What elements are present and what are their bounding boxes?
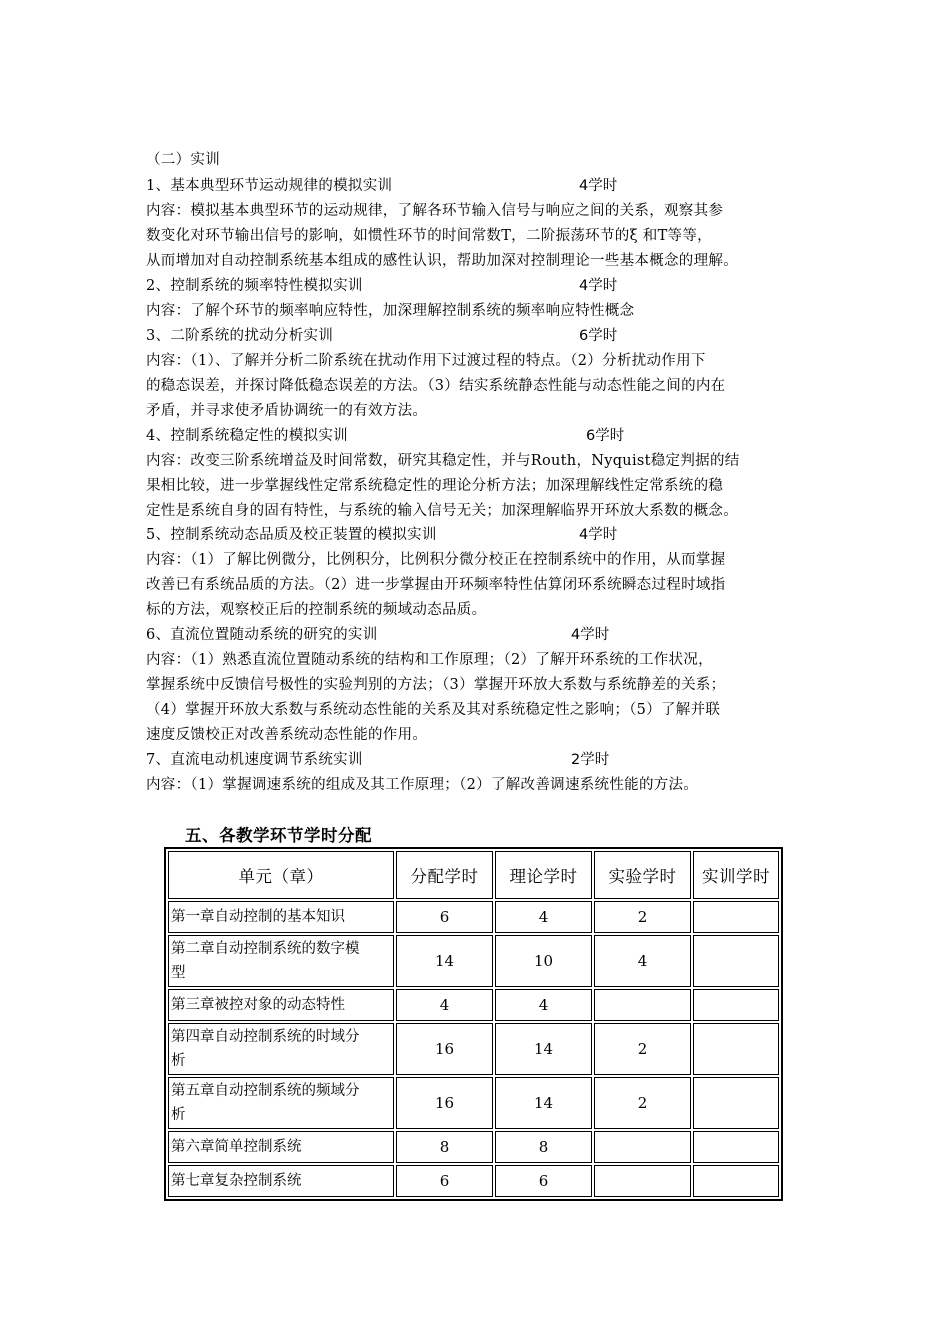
- training-item-content: 内容：（1）熟悉直流位置随动系统的结构和工作原理；（2）了解开环系统的工作状况，: [146, 652, 713, 668]
- table-row: [168, 1131, 779, 1163]
- header-theory: 理论学时: [495, 851, 592, 899]
- training-heading: （二）实训: [146, 152, 220, 168]
- training-item-content: 数变化对环节输出信号的影响，如惯性环节的时间常数T，二阶振荡环节的ξ 和T等等，: [146, 228, 712, 244]
- unit-name: 第六章简单控制系统: [168, 1131, 394, 1163]
- training-item-content: 掌握系统中反馈信号极性的实验判别的方法；（3）掌握开环放大系数与系统静差的关系；: [146, 677, 726, 693]
- training-item-title: 3、二阶系统的扰动分析实训: [146, 328, 334, 344]
- training-item-content: 内容：模拟基本典型环节的运动规律，了解各环节输入信号与响应之间的关系，观察其参: [146, 203, 724, 219]
- lab-hours: 2: [594, 1023, 691, 1075]
- unit-name: 第一章自动控制的基本知识: [168, 901, 394, 933]
- allocated-hours: 16: [396, 1077, 493, 1129]
- header-unit: 单元（章）: [168, 851, 394, 899]
- training-item-title: 7、直流电动机速度调节系统实训: [146, 752, 363, 768]
- header-allocated: 分配学时: [396, 851, 493, 899]
- training-item-title: 4、控制系统稳定性的模拟实训: [146, 428, 348, 444]
- training-item-content: 标的方法，观察校正后的控制系统的频域动态品质。: [146, 602, 487, 618]
- training-item-content: 内容：（1）、了解并分析二阶系统在扰动作用下过渡过程的特点。（2）分析扰动作用下: [146, 353, 706, 369]
- training-item-content: 定性是系统自身的固有特性，与系统的输入信号无关；加深理解临界开环放大系数的概念。: [146, 503, 738, 519]
- lab-hours: 4: [594, 935, 691, 987]
- training-hours: [693, 901, 779, 933]
- lab-hours: [594, 989, 691, 1021]
- lab-hours: [594, 1131, 691, 1163]
- header-training: 实训学时: [693, 851, 779, 899]
- unit-name: 第七章复杂控制系统: [168, 1165, 394, 1197]
- training-item-content: 速度反馈校正对改善系统动态性能的作用。: [146, 727, 428, 743]
- unit-name: 第四章自动控制系统的时域分 析: [168, 1023, 394, 1075]
- training-item-content: （4）掌握开环放大系数与系统动态性能的关系及其对系统稳定性之影响；（5）了解并联: [146, 702, 721, 718]
- training-hours: [693, 1023, 779, 1075]
- theory-hours: 14: [495, 1077, 592, 1129]
- table-row: [168, 901, 779, 933]
- lab-hours: 2: [594, 901, 691, 933]
- table-row: [168, 1023, 779, 1075]
- training-item-title: 5、控制系统动态品质及校正装置的模拟实训: [146, 527, 437, 543]
- unit-name: 第五章自动控制系统的频域分 析: [168, 1077, 394, 1129]
- allocated-hours: 6: [396, 1165, 493, 1197]
- training-item-content: 内容：了解个环节的频率响应特性，加深理解控制系统的频率响应特性概念: [146, 303, 635, 319]
- table-row: [168, 1077, 779, 1129]
- table-header-row: [168, 851, 779, 899]
- training-item-title: 2、控制系统的频率特性模拟实训: [146, 278, 363, 294]
- training-item-hours: 4学时: [579, 178, 618, 194]
- training-item-hours: 4学时: [579, 278, 618, 294]
- table-row: [168, 989, 779, 1021]
- hours-allocation-table: [164, 847, 783, 1201]
- training-item-content: 矛盾，并寻求使矛盾协调统一的有效方法。: [146, 403, 428, 419]
- training-hours: [693, 935, 779, 987]
- unit-name: 第三章被控对象的动态特性: [168, 989, 394, 1021]
- training-item-hours: 4学时: [579, 527, 618, 543]
- allocated-hours: 6: [396, 901, 493, 933]
- table-row: [168, 935, 779, 987]
- training-item-content: 内容：（1）了解比例微分，比例积分，比例积分微分校正在控制系统中的作用，从而掌握: [146, 552, 726, 568]
- training-item-hours: 2学时: [571, 752, 610, 768]
- training-item-content: 内容：改变三阶系统增益及时间常数，研究其稳定性，并与Routh，Nyquist稳定判据的结: [146, 453, 740, 469]
- theory-hours: 4: [495, 989, 592, 1021]
- training-item-content: 果相比较，进一步掌握线性定常系统稳定性的理论分析方法；加深理解线性定常系统的稳: [146, 478, 724, 494]
- training-item-content: 的稳态误差，并探讨降低稳态误差的方法。（3）结实系统静态性能与动态性能之间的内在: [146, 378, 726, 394]
- lab-hours: [594, 1165, 691, 1197]
- allocated-hours: 4: [396, 989, 493, 1021]
- training-item-content: 从而增加对自动控制系统基本组成的感性认识，帮助加深对控制理论一些基本概念的理解。: [146, 253, 738, 269]
- theory-hours: 10: [495, 935, 592, 987]
- training-item-content: 改善已有系统品质的方法。（2）进一步掌握由开环频率特性估算闭环系统瞬态过程时域指: [146, 577, 726, 593]
- unit-name: 第二章自动控制系统的数字模 型: [168, 935, 394, 987]
- allocation-title: 五、各教学环节学时分配: [185, 826, 372, 845]
- header-lab: 实验学时: [594, 851, 691, 899]
- training-hours: [693, 989, 779, 1021]
- allocated-hours: 16: [396, 1023, 493, 1075]
- lab-hours: 2: [594, 1077, 691, 1129]
- allocated-hours: 14: [396, 935, 493, 987]
- theory-hours: 4: [495, 901, 592, 933]
- training-item-hours: 4学时: [571, 627, 610, 643]
- training-hours: [693, 1077, 779, 1129]
- training-item-title: 6、直流位置随动系统的研究的实训: [146, 627, 378, 643]
- training-hours: [693, 1131, 779, 1163]
- allocated-hours: 8: [396, 1131, 493, 1163]
- theory-hours: 14: [495, 1023, 592, 1075]
- theory-hours: 8: [495, 1131, 592, 1163]
- theory-hours: 6: [495, 1165, 592, 1197]
- training-item-title: 1、基本典型环节运动规律的模拟实训: [146, 178, 393, 194]
- training-hours: [693, 1165, 779, 1197]
- training-item-content: 内容：（1）掌握调速系统的组成及其工作原理；（2）了解改善调速系统性能的方法。: [146, 777, 699, 793]
- training-item-hours: 6学时: [586, 428, 625, 444]
- training-item-hours: 6学时: [579, 328, 618, 344]
- table-row: [168, 1165, 779, 1197]
